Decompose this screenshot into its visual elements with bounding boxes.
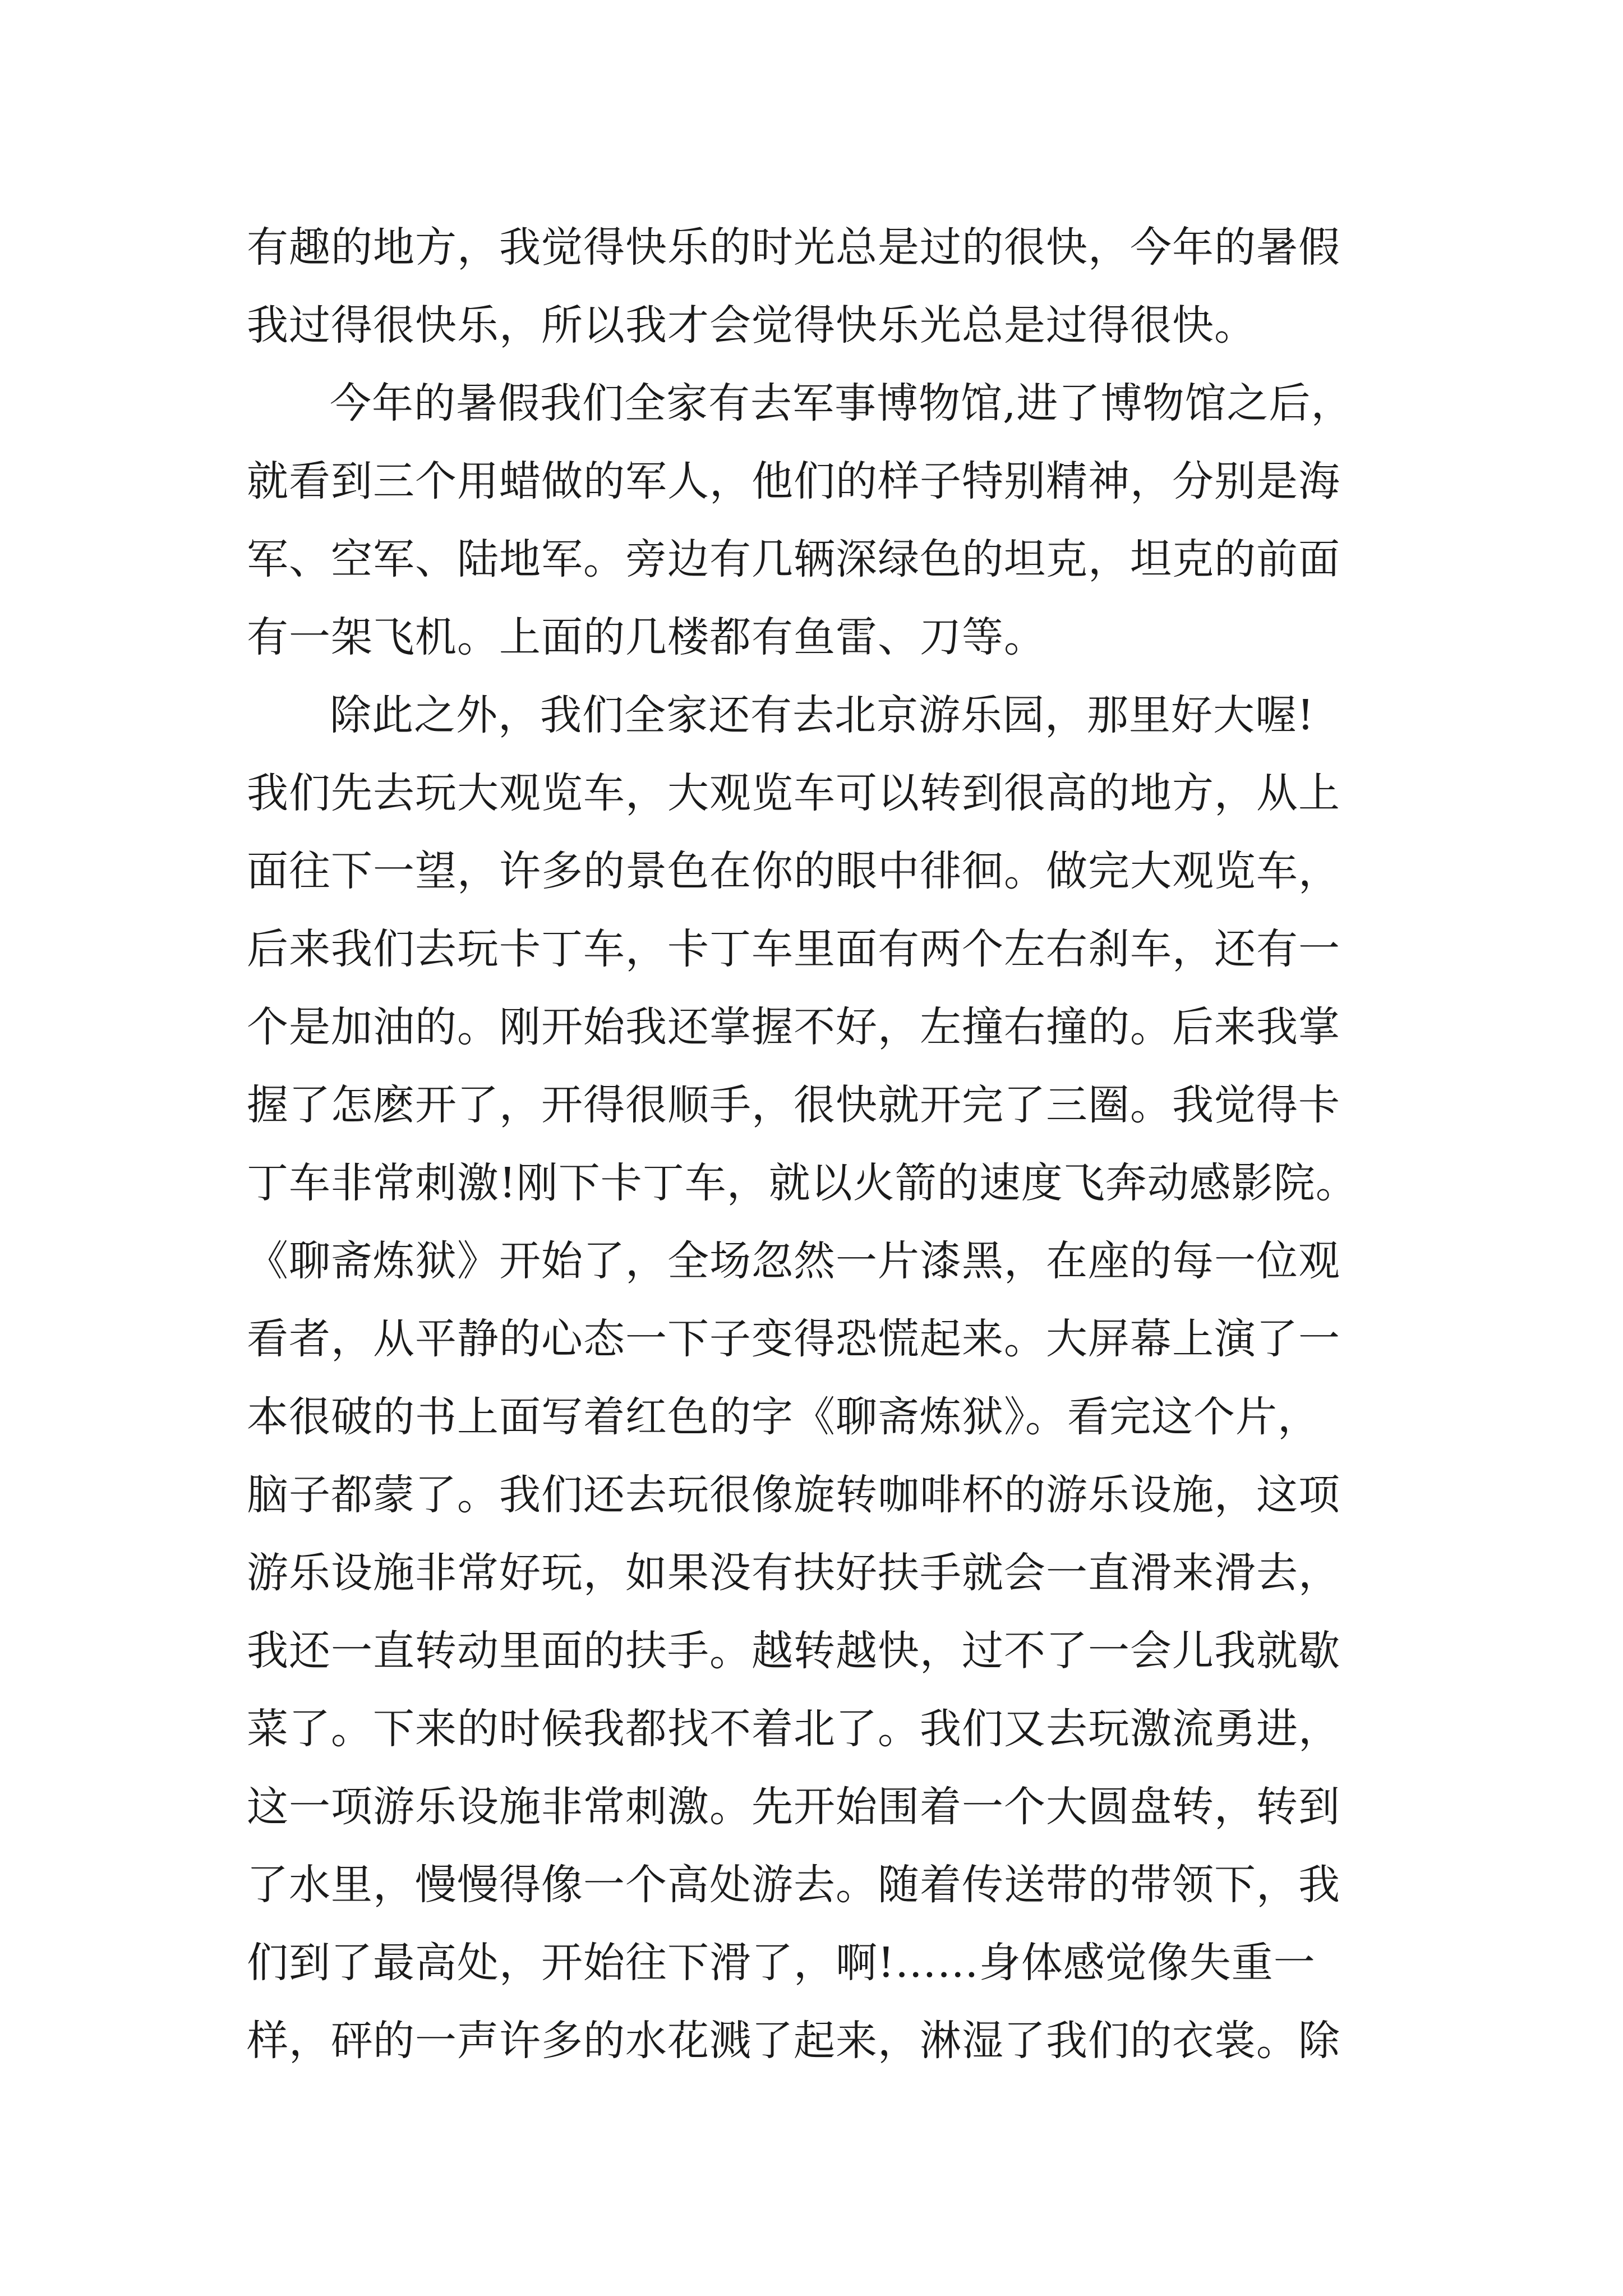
text-line: 看者，从平静的心态一下子变得恐慌起来。大屏幕上演了一 — [247, 1315, 1340, 1363]
text-line: 我还一直转动里面的扶手。越转越快，过不了一会儿我就歇 — [247, 1627, 1340, 1675]
text-line: 我过得很快乐，所以我才会觉得快乐光总是过得很快。 — [247, 301, 1256, 349]
text-line: 就看到三个用蜡做的军人，他们的样子特别精神，分别是海 — [247, 457, 1340, 505]
text-line: 本很破的书上面写着红色的字《聊斋炼狱》。看完这个片， — [247, 1393, 1320, 1441]
text-line: 了水里，慢慢得像一个高处游去。随着传送带的带领下，我 — [247, 1861, 1340, 1909]
text-line: 有趣的地方，我觉得快乐的时光总是过的很快，今年的暑假 — [247, 223, 1340, 272]
text-line: 我们先去玩大观览车，大观览车可以转到很高的地方，从上 — [247, 769, 1340, 817]
text-line: 个是加油的。刚开始我还掌握不好，左撞右撞的。后来我掌 — [247, 1003, 1340, 1051]
text-line: 游乐设施非常好玩，如果没有扶好扶手就会一直滑来滑去， — [247, 1549, 1340, 1597]
text-line: 军、空军、陆地军。旁边有几辆深绿色的坦克，坦克的前面 — [247, 535, 1340, 583]
text-line: 握了怎麽开了，开得很顺手，很快就开完了三圈。我觉得卡 — [247, 1081, 1340, 1129]
text-line: 样，砰的一声许多的水花溅了起来，淋湿了我们的衣裳。除 — [247, 2017, 1340, 2065]
text-line: 面往下一望，许多的景色在你的眼中徘徊。做完大观览车， — [247, 847, 1340, 895]
text-line: 有一架飞机。上面的几楼都有鱼雷、刀等。 — [247, 613, 1046, 661]
paragraph-first-line: 今年的暑假我们全家有去军事博物馆,进了博物馆之后， — [330, 379, 1353, 427]
text-line: 后来我们去玩卡丁车，卡丁车里面有两个左右刹车，还有一 — [247, 925, 1340, 973]
paragraph-first-line: 除此之外，我们全家还有去北京游乐园，那里好大喔! — [330, 691, 1315, 739]
text-line: 脑子都蒙了。我们还去玩很像旋转咖啡杯的游乐设施，这项 — [247, 1471, 1340, 1519]
text-line: 《聊斋炼狱》开始了，全场忽然一片漆黑，在座的每一位观 — [247, 1237, 1340, 1285]
text-line: 们到了最高处，开始往下滑了，啊!……身体感觉像失重一 — [247, 1939, 1316, 1987]
text-line: 丁车非常刺激!刚下卡丁车，就以火箭的速度飞奔动感影院。 — [247, 1159, 1358, 1207]
document-body — [247, 209, 1436, 2080]
text-line: 菜了。下来的时候我都找不着北了。我们又去玩激流勇进， — [247, 1705, 1340, 1753]
text-line: 这一项游乐设施非常刺激。先开始围着一个大圆盘转，转到 — [247, 1783, 1340, 1831]
